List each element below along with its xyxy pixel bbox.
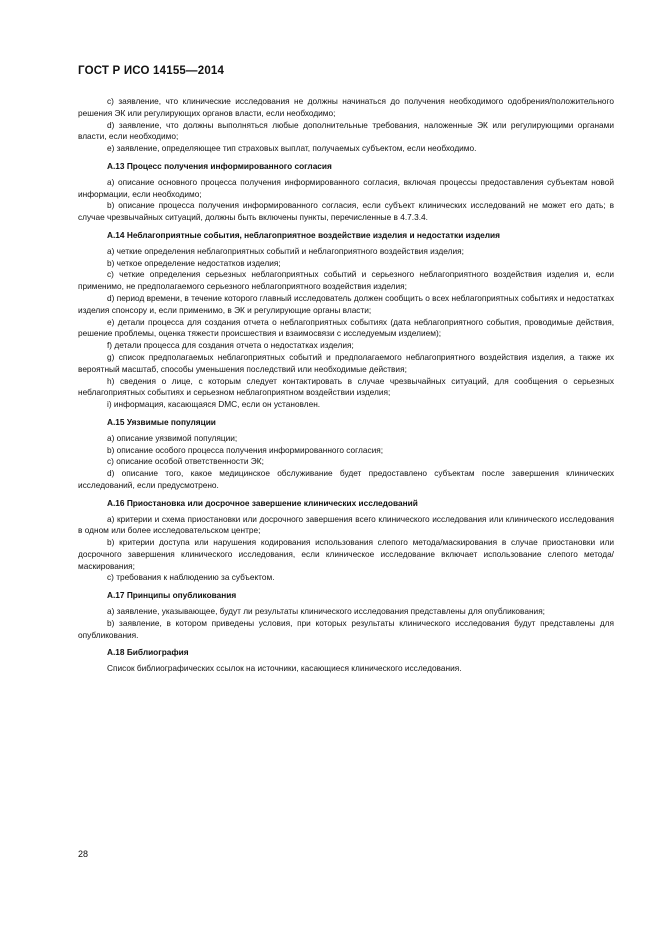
list-item: d) описание того, какое медицинское обслуживание будет предоставлено субъектам после завершения клинических исследований, если предусмотрено. bbox=[78, 468, 614, 490]
list-item: a) заявление, указывающее, будут ли результаты клинического исследования представлены для опубликования; bbox=[107, 606, 545, 617]
list-item: a) описание основного процесса получения информированного согласия, включая процессы предоставления субъектам новой информации, если необходимо; bbox=[78, 176, 614, 199]
intro-item-e: e) заявление, определяющее тип страховых выплат, получаемых субъектом, если необходимо. bbox=[107, 143, 477, 154]
section-heading-a14: А.14 Неблагоприятные события, неблагоприятное воздействие изделия и недостатки изделия bbox=[107, 229, 500, 240]
list-item: c) четкие определения серьезных неблагоприятных событий и серьезного неблагоприятного воздействия изделия и, если применимо, не предполагаемого серьезного неблагоприятного воздействия изделия; bbox=[78, 269, 614, 292]
list-item: d) период времени, в течение которого главный исследователь должен сообщить о всех неблагоприятных событиях и недостатках изделия спонсору и, если применимо, в ЭК и регулирующие органы власти; bbox=[78, 292, 614, 315]
section-heading-a16: А.16 Приостановка или досрочное завершение клинических исследований bbox=[107, 497, 418, 508]
list-item: b) заявление, в котором приведены условия, при которых результаты клинического исследования будут представлены для опубликования. bbox=[78, 617, 614, 640]
intro-item-d: d) заявление, что должны выполняться любые дополнительные требования, наложенные ЭК или регулирующими органами власти, если необходимо; bbox=[78, 119, 614, 142]
list-item: a) критерии и схема приостановки или досрочного завершения всего клинического исследования или клинического исследования в одном или более исследовательском центре; bbox=[78, 513, 614, 536]
section-heading-a17: А.17 Принципы опубликования bbox=[107, 590, 237, 601]
section-heading-a15: А.15 Уязвимые популяции bbox=[107, 416, 216, 427]
list-item: h) сведения о лице, с которым следует контактировать в случае чрезвычайных ситуаций, для сообщения о серьезных неблагоприятных событиях и серьезном неблагоприятном воздействии изделия; bbox=[78, 375, 614, 398]
list-item: b) описание особого процесса получения информированного согласия; bbox=[107, 444, 384, 455]
list-item: i) информация, касающаяся DMC, если он установлен. bbox=[107, 399, 321, 410]
list-item: f) детали процесса для создания отчета о недостатках изделия; bbox=[107, 340, 354, 351]
list-item: b) критерии доступа или нарушения кодирования использования слепого метода/маскирования в случае приостановки или досрочного завершения клинического исследования, если клиническое исследование включает использование слепого метода/маскирования; bbox=[78, 537, 614, 571]
list-item: e) детали процесса для создания отчета о неблагоприятных событиях (дата неблагоприятного события, проводимые действия, решение проблемы, оценка тяжести происшествия и взаимосвязи с исследуемым изделием); bbox=[78, 316, 614, 339]
list-item: b) четкое определение недостатков изделия; bbox=[107, 257, 281, 268]
list-item: c) описание особой ответственности ЭК; bbox=[107, 456, 264, 467]
bibliography-text: Список библиографических ссылок на источники, касающиеся клинического исследования. bbox=[107, 663, 462, 674]
section-heading-a13: А.13 Процесс получения информированного согласия bbox=[107, 160, 332, 171]
list-item: b) описание процесса получения информированного согласия, если субъект клинических исследований не может его дать; в случае чрезвычайных ситуаций, должны быть включены пункты, перечисленные в 4.7.3.4. bbox=[78, 200, 614, 223]
section-heading-a18: А.18 Библиография bbox=[107, 647, 189, 658]
list-item: g) список предполагаемых неблагоприятных событий и предполагаемого неблагоприятного воздействия изделия, а также их вероятный масштаб, способы уменьшения последствий или необходимые действия; bbox=[78, 351, 614, 374]
intro-item-c: c) заявление, что клинические исследования не должны начинаться до получения необходимого одобрения/положительного решения ЭК или регулирующих органов власти, если необходимо; bbox=[78, 96, 614, 118]
page-number: 28 bbox=[78, 849, 89, 859]
list-item: c) требования к наблюдению за субъектом. bbox=[107, 572, 275, 583]
list-item: a) описание уязвимой популяции; bbox=[107, 432, 238, 443]
document-body bbox=[78, 96, 614, 675]
document-header: ГОСТ Р ИСО 14155—2014 bbox=[78, 65, 225, 77]
list-item: a) четкие определения неблагоприятных событий и неблагоприятного воздействия изделия; bbox=[107, 245, 464, 256]
